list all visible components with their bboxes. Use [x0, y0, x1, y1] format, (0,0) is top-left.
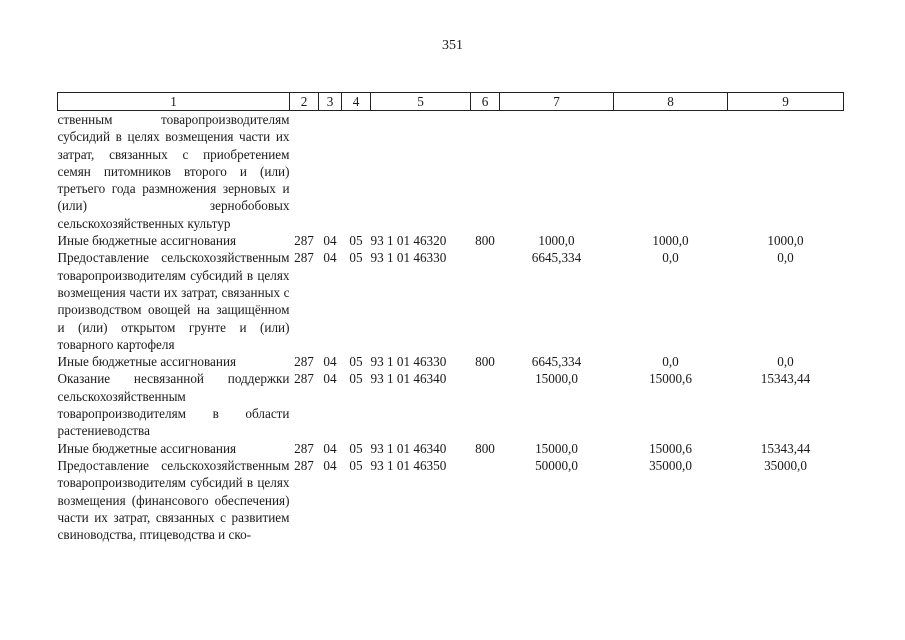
cell-amount-8: 1000,0 — [652, 233, 689, 249]
table-row — [58, 111, 844, 233]
cell-amount-7: 15000,0 — [535, 440, 578, 456]
table-row — [58, 232, 844, 249]
cell-section — [319, 111, 342, 233]
cell-amount-8: 0,0 — [662, 250, 679, 266]
row-name: Предоставление сельскохозяйственным товаропроизводителям субсидий в целях возмещения части их затрат, связанных с производством овощей на защищённом и (или) открытом грунте и (или) товарного картофеля — [57, 250, 290, 352]
column-number: 1 — [58, 93, 290, 111]
cell-amount-7: 50000,0 — [535, 457, 578, 473]
cell-target-code — [371, 111, 471, 233]
table-row — [58, 440, 844, 457]
column-number: 3 — [319, 93, 342, 111]
budget-table — [57, 92, 844, 543]
cell-amount-7: 1000,0 — [538, 233, 575, 249]
cell-expense-type: 800 — [475, 440, 495, 456]
cell-amount-8: 0,0 — [662, 354, 679, 370]
cell-expense-type: 800 — [475, 354, 495, 370]
column-number: 8 — [614, 93, 728, 111]
cell-amount-7: 15000,0 — [535, 371, 578, 387]
cell-section: 04 — [323, 440, 337, 456]
column-number: 6 — [471, 93, 500, 111]
cell-section: 04 — [323, 250, 337, 266]
cell-amount-9: 0,0 — [777, 250, 794, 266]
cell-ministry: 287 — [294, 233, 314, 249]
cell-subsection: 05 — [349, 354, 363, 370]
column-number: 4 — [342, 93, 371, 111]
cell-amount-8 — [614, 111, 728, 233]
cell-expense-type — [471, 111, 500, 233]
row-name: Иные бюджетные ассигнования — [57, 440, 237, 456]
cell-ministry: 287 — [294, 440, 314, 456]
cell-target-code: 93 1 01 46330 — [370, 354, 447, 370]
table-row — [58, 249, 844, 353]
row-name: Предоставление сельскохозяйственным товаропроизводителям субсидий в целях возмещения (финансового обеспечения) части их затрат, связанных с развитием свиноводства, птицеводства и ско- — [57, 457, 290, 543]
column-number: 5 — [371, 93, 471, 111]
row-name: Иные бюджетные ассигнования — [57, 354, 237, 370]
cell-section: 04 — [323, 457, 337, 473]
cell-subsection: 05 — [349, 233, 363, 249]
cell-amount-7: 6645,334 — [531, 354, 582, 370]
cell-amount-9: 1000,0 — [767, 233, 804, 249]
cell-subsection: 05 — [349, 371, 363, 387]
cell-amount-8: 15000,6 — [649, 440, 692, 456]
table-row — [58, 457, 844, 543]
cell-ministry — [290, 111, 319, 233]
cell-ministry: 287 — [294, 354, 314, 370]
column-number-row — [58, 93, 844, 111]
cell-amount-9: 15343,44 — [760, 371, 811, 387]
cell-section: 04 — [323, 354, 337, 370]
cell-expense-type — [471, 249, 500, 353]
cell-expense-type — [471, 457, 500, 543]
cell-amount-8: 15000,6 — [649, 371, 692, 387]
cell-ministry: 287 — [294, 250, 314, 266]
cell-ministry: 287 — [294, 457, 314, 473]
cell-subsection: 05 — [349, 457, 363, 473]
cell-amount-7: 6645,334 — [531, 250, 582, 266]
cell-target-code: 93 1 01 46350 — [370, 457, 447, 473]
cell-target-code: 93 1 01 46340 — [370, 371, 447, 387]
column-number: 9 — [728, 93, 844, 111]
table-row — [58, 370, 844, 439]
cell-ministry: 287 — [294, 371, 314, 387]
column-number: 2 — [290, 93, 319, 111]
cell-subsection: 05 — [349, 250, 363, 266]
column-number: 7 — [500, 93, 614, 111]
cell-target-code: 93 1 01 46340 — [370, 440, 447, 456]
cell-section: 04 — [323, 233, 337, 249]
cell-target-code: 93 1 01 46320 — [370, 233, 447, 249]
cell-expense-type — [471, 370, 500, 439]
row-name: ственным товаропроизводителям субсидий в целях возмещения части их затрат, связанных с приобретением семян питомников второго и (или) третьего года размножения зерновых и (или) зернобобовых сельскохозяйственных культур — [57, 112, 290, 231]
page-number: 351 — [442, 38, 463, 53]
cell-target-code: 93 1 01 46330 — [370, 250, 447, 266]
cell-amount-8: 35000,0 — [649, 457, 692, 473]
row-name: Иные бюджетные ассигнования — [57, 233, 237, 249]
table-row — [58, 353, 844, 370]
cell-subsection: 05 — [349, 440, 363, 456]
cell-amount-9: 35000,0 — [764, 457, 807, 473]
cell-amount-9: 15343,44 — [760, 440, 811, 456]
cell-expense-type: 800 — [475, 233, 495, 249]
cell-amount-7 — [500, 111, 614, 233]
cell-section: 04 — [323, 371, 337, 387]
cell-subsection — [342, 111, 371, 233]
cell-amount-9 — [728, 111, 844, 233]
row-name: Оказание несвязанной поддержки сельскохозяйственным товаропроизводителям в области растениеводства — [57, 371, 290, 439]
cell-amount-9: 0,0 — [777, 354, 794, 370]
